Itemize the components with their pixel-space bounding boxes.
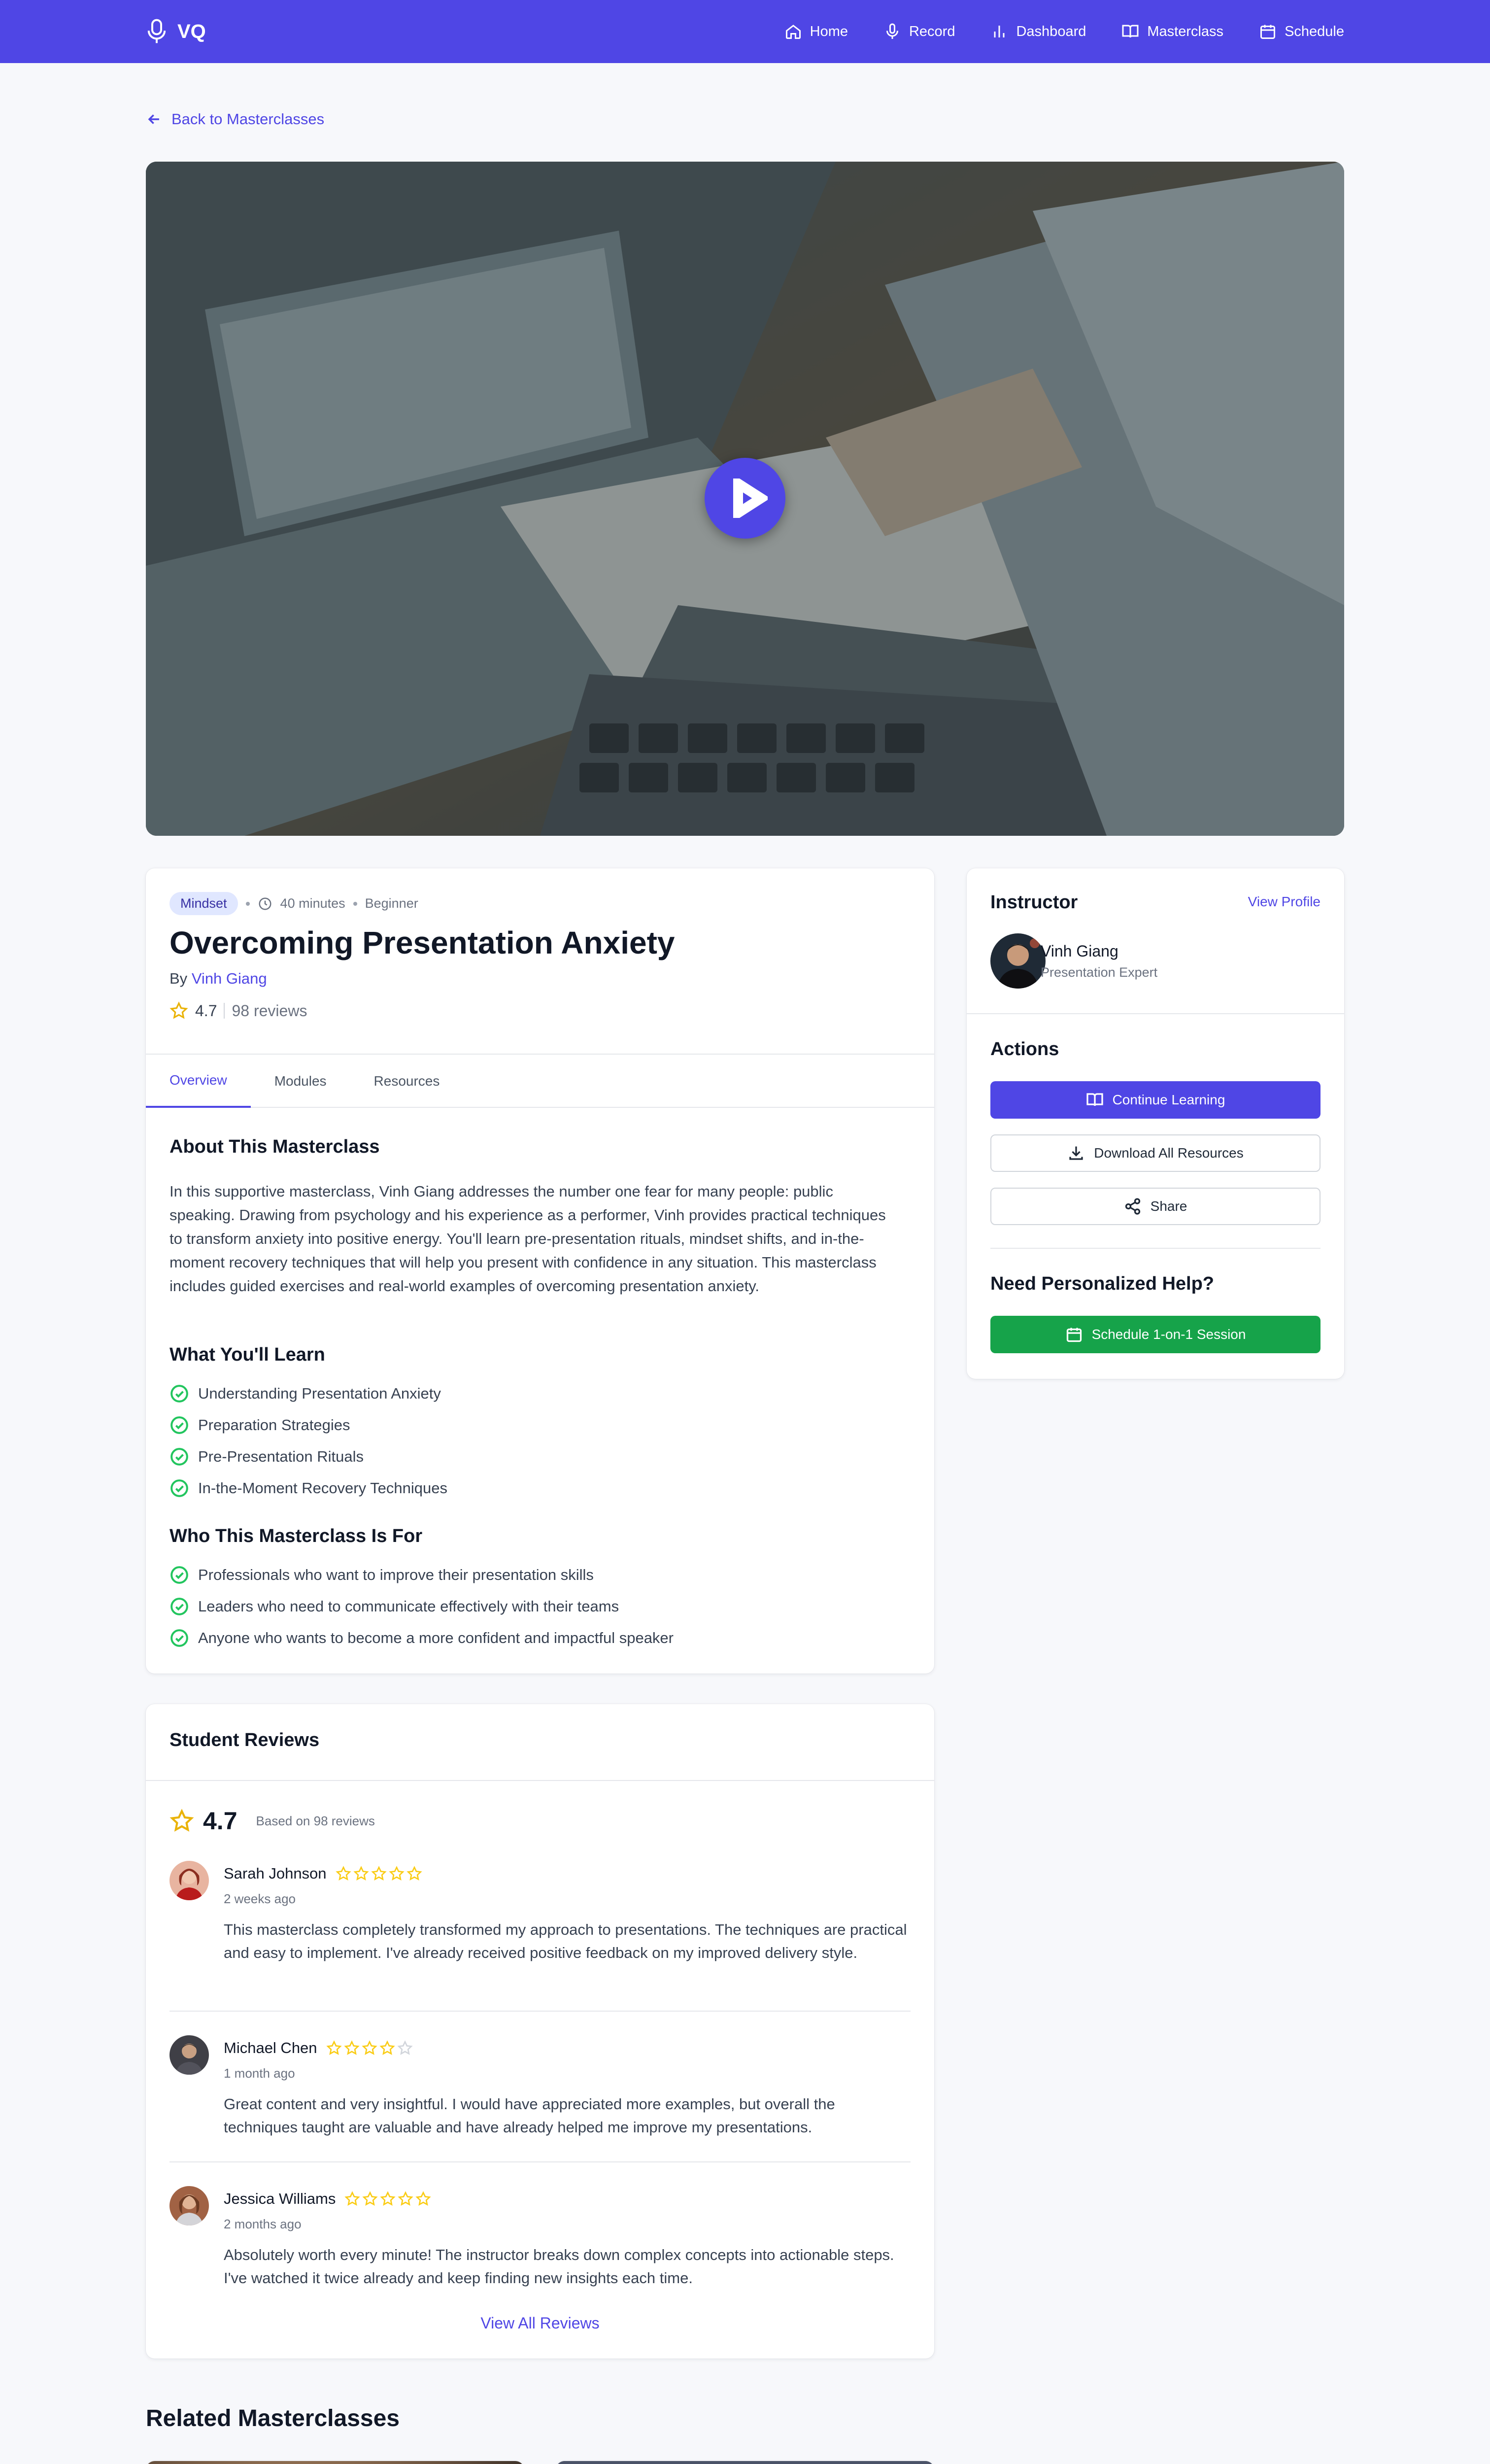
nav-schedule-label: Schedule	[1285, 23, 1344, 39]
reviewer-name: Michael Chen	[224, 2039, 317, 2056]
download-resources-label: Download All Resources	[1094, 1145, 1244, 1161]
help-heading: Need Personalized Help?	[990, 1273, 1215, 1294]
avatar	[169, 1861, 209, 1900]
review-text: Absolutely worth every minute! The instructor breaks down complex concepts into actionable steps. I've watched it twice already and keep finding new insights each time.	[224, 2246, 894, 2287]
review-stars	[326, 2040, 413, 2056]
view-profile-link[interactable]: View Profile	[1248, 894, 1321, 909]
logo-text: VQ	[177, 20, 206, 42]
overall-rating-value: 4.7	[203, 1807, 237, 1835]
calendar-icon	[1259, 23, 1277, 40]
related-heading: Related Masterclasses	[146, 2405, 400, 2431]
view-all-reviews-link[interactable]: View All Reviews	[480, 2314, 600, 2332]
check-circle-icon	[169, 1478, 189, 1498]
review-item	[169, 1861, 911, 1989]
reviewer	[224, 2190, 431, 2208]
tab-bar	[146, 1054, 934, 1108]
nav-home[interactable]	[784, 23, 848, 40]
star-filled-icon	[380, 2191, 396, 2207]
schedule-session-button[interactable]	[990, 1316, 1321, 1353]
nav-record-label: Record	[909, 23, 955, 39]
share-button[interactable]	[990, 1188, 1321, 1225]
review-time: 2 months ago	[224, 2217, 302, 2231]
reviewer	[224, 2039, 413, 2057]
arrow-left-icon	[146, 111, 163, 128]
microphone-icon	[146, 18, 168, 45]
learn-list	[169, 1378, 447, 1504]
top-nav	[0, 0, 1490, 63]
divider	[146, 1780, 934, 1781]
star-filled-icon	[362, 2040, 377, 2056]
star-filled-icon	[389, 1866, 405, 1882]
byline-prefix: By	[169, 970, 188, 987]
play-button[interactable]	[705, 458, 785, 539]
review-stars	[344, 2191, 431, 2207]
sidebar-card	[967, 868, 1344, 1379]
check-circle-icon	[169, 1597, 189, 1616]
list-item	[169, 1472, 447, 1504]
check-circle-icon	[169, 1384, 189, 1403]
level: Beginner	[365, 896, 418, 911]
page-title: Overcoming Presentation Anxiety	[169, 925, 675, 960]
list-item	[169, 1622, 674, 1654]
list-item	[169, 1378, 447, 1409]
list-item-label: Professionals who want to improve their presentation skills	[198, 1566, 594, 1583]
star-empty-icon	[397, 2040, 413, 2056]
check-circle-icon	[169, 1447, 189, 1467]
reviewer-name: Sarah Johnson	[224, 1865, 327, 1882]
separator-dot	[246, 902, 250, 906]
divider	[169, 2161, 911, 2162]
review-item	[169, 2035, 911, 2144]
star-filled-icon	[344, 2191, 360, 2207]
instructor-link[interactable]: Vinh Giang	[191, 970, 267, 987]
review-time: 1 month ago	[224, 2066, 295, 2081]
review-count: 98 reviews	[232, 1001, 307, 1020]
instructor-heading: Instructor	[990, 892, 1078, 913]
tab-overview[interactable]: Overview	[146, 1055, 251, 1108]
divider	[990, 1248, 1321, 1249]
instructor-role: Presentation Expert	[1041, 965, 1158, 980]
play-icon	[728, 479, 768, 518]
star-filled-icon	[406, 1866, 422, 1882]
nav-masterclass[interactable]	[1121, 23, 1223, 40]
course-meta	[169, 892, 418, 915]
audience-heading: Who This Masterclass Is For	[169, 1526, 423, 1546]
nav-home-label: Home	[810, 23, 848, 39]
star-filled-icon	[371, 1866, 387, 1882]
back-link-label: Back to Masterclasses	[171, 110, 325, 128]
microphone-icon	[883, 23, 901, 40]
schedule-session-label: Schedule 1-on-1 Session	[1091, 1327, 1246, 1342]
back-link[interactable]	[146, 110, 324, 128]
star-filled-icon	[398, 2191, 413, 2207]
download-resources-button[interactable]	[990, 1134, 1321, 1172]
avatar	[990, 933, 1046, 989]
rating-value: 4.7	[195, 1001, 217, 1020]
share-icon	[1124, 1198, 1142, 1215]
divider	[224, 1003, 225, 1019]
reviews-heading: Student Reviews	[169, 1730, 320, 1750]
calendar-icon	[1065, 1326, 1083, 1343]
list-item-label: Leaders who need to communicate effectively with their teams	[198, 1598, 619, 1615]
list-item-label: Pre-Presentation Rituals	[198, 1448, 364, 1465]
continue-learning-label: Continue Learning	[1112, 1092, 1225, 1107]
category-badge: Mindset	[169, 892, 238, 915]
related-thumbnail	[556, 2461, 934, 2464]
instructor-name: Vinh Giang	[1041, 942, 1118, 960]
star-filled-icon	[379, 2040, 395, 2056]
nav-schedule[interactable]	[1259, 23, 1344, 40]
bar-chart-icon	[990, 23, 1008, 40]
avatar	[169, 2186, 209, 2225]
list-item-label: Anyone who wants to become a more confident and impactful speaker	[198, 1629, 674, 1646]
duration: 40 minutes	[280, 896, 345, 911]
about-text: In this supportive masterclass, Vinh Giang addresses the number one fear for many people: public speaking. Drawing from psychology and his experience as a performer, Vinh provides practical techniques to transform anxiety into positive energy. You'll learn pre-presentation rituals, mindset shifts, and in-the-moment recovery techniques that will help you present with confidence in any situation. This masterclass includes guided exercises and real-world examples of overcoming presentation anxiety.	[169, 1183, 886, 1295]
tab-resources[interactable]: Resources	[373, 1073, 440, 1089]
divider	[169, 2011, 911, 2012]
byline	[169, 970, 267, 988]
review-stars	[336, 1866, 422, 1882]
star-filled-icon	[353, 1866, 369, 1882]
divider	[967, 1013, 1344, 1014]
review-item	[169, 2186, 911, 2294]
video-player[interactable]	[146, 162, 1344, 836]
logo[interactable]	[146, 18, 206, 45]
related-card[interactable]	[556, 2461, 934, 2464]
check-circle-icon	[169, 1565, 189, 1585]
list-item	[169, 1441, 447, 1472]
related-card[interactable]	[146, 2461, 524, 2464]
star-filled-icon	[415, 2191, 431, 2207]
check-circle-icon	[169, 1628, 189, 1648]
star-filled-icon	[362, 2191, 378, 2207]
share-label: Share	[1150, 1198, 1187, 1214]
clock-icon	[258, 896, 272, 912]
nav-record[interactable]	[883, 23, 955, 40]
related-thumbnail	[146, 2461, 524, 2464]
tab-modules[interactable]: Modules	[274, 1073, 327, 1089]
list-item	[169, 1409, 447, 1441]
review-time: 2 weeks ago	[224, 1891, 296, 1906]
book-icon	[1121, 23, 1139, 40]
learn-heading: What You'll Learn	[169, 1344, 325, 1365]
home-icon	[784, 23, 802, 40]
star-filled-icon	[344, 2040, 360, 2056]
list-item	[169, 1591, 674, 1622]
list-item-label: Preparation Strategies	[198, 1416, 350, 1434]
separator-dot	[353, 902, 357, 906]
continue-learning-button[interactable]	[990, 1081, 1321, 1119]
nav-masterclass-label: Masterclass	[1147, 23, 1224, 39]
star-icon	[169, 1809, 194, 1833]
star-icon	[169, 1001, 188, 1020]
nav-dashboard-label: Dashboard	[1016, 23, 1086, 39]
actions-heading: Actions	[990, 1039, 1059, 1060]
course-rating	[169, 1001, 307, 1020]
nav-dashboard[interactable]	[990, 23, 1086, 40]
star-filled-icon	[336, 1866, 351, 1882]
reviewer	[224, 1865, 422, 1882]
overall-rating-note: Based on 98 reviews	[256, 1813, 375, 1828]
list-item-label: In-the-Moment Recovery Techniques	[198, 1479, 448, 1497]
list-item-label: Understanding Presentation Anxiety	[198, 1385, 441, 1402]
avatar	[169, 2035, 209, 2075]
reviewer-name: Jessica Williams	[224, 2190, 336, 2207]
list-item	[169, 1559, 674, 1591]
review-text: Great content and very insightful. I would have appreciated more examples, but overall the techniques taught are valuable and have already helped me improve my presentations.	[224, 2095, 835, 2136]
audience-list	[169, 1559, 674, 1654]
overall-rating	[169, 1807, 375, 1835]
review-text: This masterclass completely transformed my approach to presentations. The techniques are practical and easy to implement. I've already received positive feedback on my improved delivery style.	[224, 1921, 907, 1961]
check-circle-icon	[169, 1415, 189, 1435]
reviews-card	[146, 1704, 934, 2359]
star-filled-icon	[326, 2040, 342, 2056]
about-heading: About This Masterclass	[169, 1136, 380, 1157]
course-details-card	[146, 868, 934, 1674]
book-open-icon	[1086, 1091, 1104, 1109]
instructor-avatar-image	[990, 933, 1046, 989]
download-icon	[1067, 1144, 1085, 1162]
